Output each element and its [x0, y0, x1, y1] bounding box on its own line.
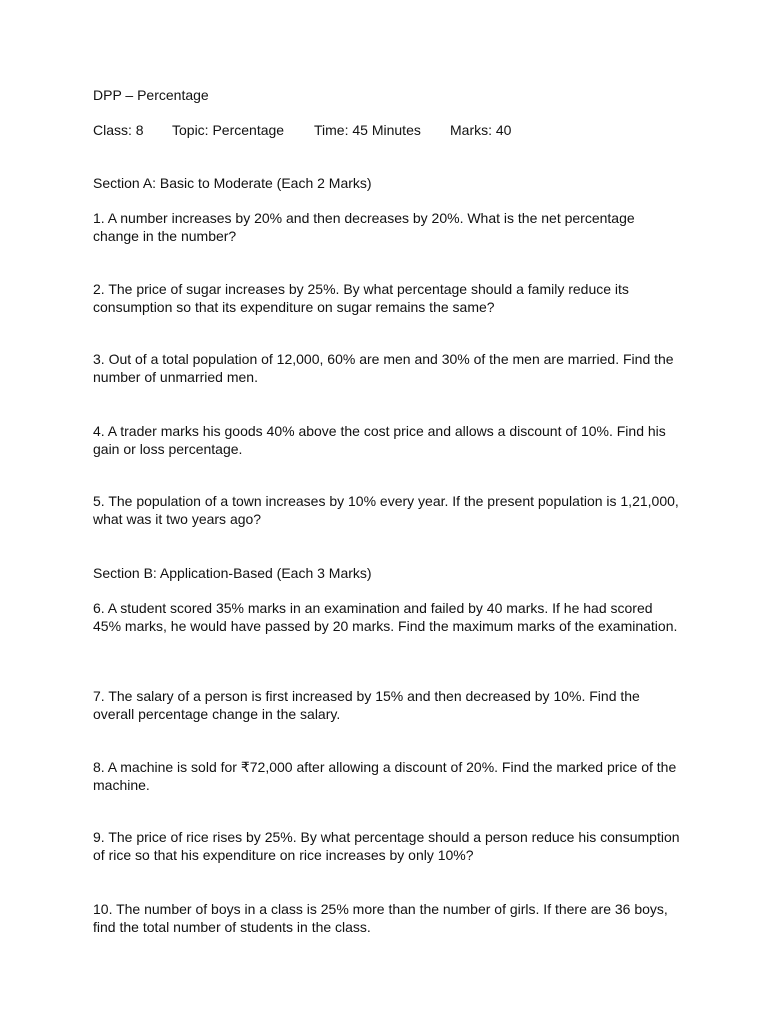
question-9: 9. The price of rice rises by 25%. By what percentage should a person reduce his consumption of rice so that his expenditure on rice increases by only 10%? [93, 829, 680, 863]
section-a-heading: Section A: Basic to Moderate (Each 2 Marks) [93, 175, 372, 191]
question-4: 4. A trader marks his goods 40% above the cost price and allows a discount of 10%. Find his gain or loss percentage. [93, 423, 666, 457]
meta-time: Time: 45 Minutes [314, 122, 421, 138]
question-6: 6. A student scored 35% marks in an examination and failed by 40 marks. If he had scored 45% marks, he would have passed by 20 marks. Find the maximum marks of the examination. [93, 600, 678, 634]
section-b-heading: Section B: Application-Based (Each 3 Marks) [93, 565, 372, 581]
question-8: 8. A machine is sold for ₹72,000 after allowing a discount of 20%. Find the marked price of the machine. [93, 759, 677, 793]
meta-topic: Topic: Percentage [172, 122, 285, 138]
question-2: 2. The price of sugar increases by 25%. By what percentage should a family reduce its consumption so that its expenditure on sugar remains the same? [93, 281, 629, 315]
document-title: DPP – Percentage [93, 87, 209, 103]
question-3: 3. Out of a total population of 12,000, 60% are men and 30% of the men are married. Find the number of unmarried men. [93, 351, 674, 385]
meta-marks: Marks: 40 [450, 122, 512, 138]
question-7: 7. The salary of a person is first increased by 15% and then decreased by 10%. Find the overall percentage change in the salary. [93, 688, 640, 722]
question-1: 1. A number increases by 20% and then decreases by 20%. What is the net percentage change in the number? [93, 210, 635, 244]
question-5: 5. The population of a town increases by 10% every year. If the present population is 1,21,000, what was it two years ago? [93, 493, 679, 527]
question-10: 10. The number of boys in a class is 25% more than the number of girls. If there are 36 boys, find the total number of students in the class. [93, 901, 668, 935]
meta-row [93, 122, 693, 140]
meta-class: Class: 8 [93, 122, 144, 138]
